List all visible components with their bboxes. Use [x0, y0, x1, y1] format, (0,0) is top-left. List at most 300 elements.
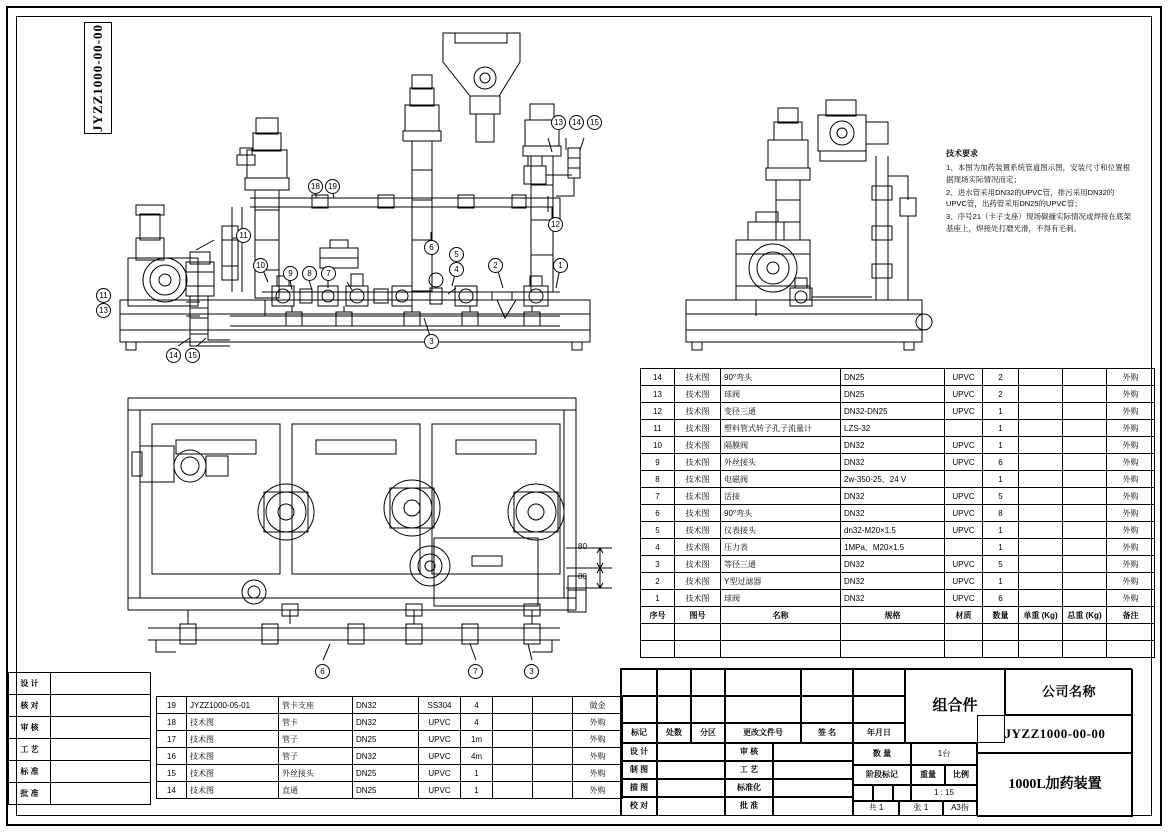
bom-lower-cell-2-4: UPVC: [419, 731, 461, 748]
table-row: [157, 765, 623, 782]
balloon-6: 6: [424, 240, 439, 255]
signoff-block-left: [8, 672, 151, 805]
balloon-18: 18: [308, 179, 323, 194]
bom-main-cell-7-4: UPVC: [945, 488, 983, 505]
signoff-label-1: 核 对: [9, 695, 51, 717]
bom-main-cell-5-3: DN32: [841, 454, 945, 471]
role-left-val-2: [657, 779, 725, 797]
signoff-value-2[interactable]: [51, 717, 151, 739]
bom-lower-cell-5-7: [533, 782, 573, 799]
bom-main-cell-5-6: [1019, 454, 1063, 471]
stage-label: 阶段标记: [853, 765, 911, 785]
bom-main-cell-3-2: 塑料管式转子孔子流量计: [721, 420, 841, 437]
bom-main-cell-7-0: 7: [641, 488, 675, 505]
table-row: [641, 420, 1155, 437]
bom-main-cell-5-7: [1063, 454, 1107, 471]
bom-main-cell-2-2: 变径三通: [721, 403, 841, 420]
bom-main-cell-2-0: 12: [641, 403, 675, 420]
signoff-label-3: 工 艺: [9, 739, 51, 761]
bom-lower-cell-4-6: [493, 765, 533, 782]
bom-lower-cell-5-4: UPVC: [419, 782, 461, 799]
bom-main-cell-5-1: 技术图: [675, 454, 721, 471]
balloon-14-left: 14: [166, 348, 181, 363]
bom-lower-cell-2-7: [533, 731, 573, 748]
bom-main-cell-1-0: 13: [641, 386, 675, 403]
balloon-15-left: 15: [185, 348, 200, 363]
bom-lower-cell-3-5: 4m: [461, 748, 493, 765]
bom-main-cell-7-2: 活接: [721, 488, 841, 505]
bom-main-cell-11-4: UPVC: [945, 556, 983, 573]
signoff-row: [9, 739, 151, 761]
assembly-label: 组合件: [905, 669, 1005, 743]
tb-blank-a3: [691, 669, 725, 696]
bom-main-blank-1-3: [841, 641, 945, 658]
bom-lower-cell-4-2: 外丝接头: [279, 765, 353, 782]
signoff-row: [9, 783, 151, 805]
bom-lower-cell-1-3: DN32: [353, 714, 419, 731]
table-row: [157, 697, 623, 714]
paper-size: A3指: [943, 801, 977, 816]
tb-blank-a1: [621, 669, 657, 696]
balloon-3: 3: [424, 334, 439, 349]
table-row: [641, 488, 1155, 505]
bom-lower-cell-5-3: DN25: [353, 782, 419, 799]
bom-lower-cell-5-5: 1: [461, 782, 493, 799]
bom-main-cell-12-6: [1019, 573, 1063, 590]
table-row: [641, 454, 1155, 471]
bom-lower-cell-1-0: 18: [157, 714, 187, 731]
bom-main-cell-5-4: UPVC: [945, 454, 983, 471]
bom-main-cell-1-6: [1019, 386, 1063, 403]
bom-lower-cell-5-6: [493, 782, 533, 799]
bom-lower-cell-4-3: DN25: [353, 765, 419, 782]
role-right-3: 批 准: [725, 797, 773, 816]
role-left-val-3: [657, 797, 725, 816]
bom-main-blank-1-5: [983, 641, 1019, 658]
bom-main-blank-1-8: [1107, 641, 1155, 658]
table-row-blank: [641, 624, 1155, 641]
bom-main-cell-8-8: 外购: [1107, 505, 1155, 522]
bom-main-cell-1-2: 球阀: [721, 386, 841, 403]
table-header-row: [641, 607, 1155, 624]
bom-main-cell-12-2: Y型过滤器: [721, 573, 841, 590]
bom-main-cell-13-2: 球阀: [721, 590, 841, 607]
bom-lower-cell-1-4: UPVC: [419, 714, 461, 731]
signoff-value-3[interactable]: [51, 739, 151, 761]
bom-main-cell-6-4: [945, 471, 983, 488]
signoff-value-4[interactable]: [51, 761, 151, 783]
bom-lower-cell-2-3: DN25: [353, 731, 419, 748]
bom-lower-cell-3-4: UPVC: [419, 748, 461, 765]
bom-main-blank-1-1: [675, 641, 721, 658]
bom-main-cell-10-1: 技术图: [675, 539, 721, 556]
bom-main-cell-12-4: UPVC: [945, 573, 983, 590]
bom-main-cell-12-3: DN32: [841, 573, 945, 590]
table-row: [157, 714, 623, 731]
bom-main-cell-9-0: 5: [641, 522, 675, 539]
bom-main-cell-8-1: 技术图: [675, 505, 721, 522]
bom-lower-cell-0-2: 管卡支座: [279, 697, 353, 714]
bom-main-cell-5-0: 9: [641, 454, 675, 471]
table-row: [641, 556, 1155, 573]
bom-main-cell-10-2: 压力表: [721, 539, 841, 556]
bom-main-header-8: 备注: [1107, 607, 1155, 624]
bom-lower-cell-1-2: 管卡: [279, 714, 353, 731]
bom-main-cell-13-6: [1019, 590, 1063, 607]
bom-lower-cell-3-2: 管子: [279, 748, 353, 765]
bom-main-cell-12-8: 外购: [1107, 573, 1155, 590]
bom-main-cell-3-8: 外购: [1107, 420, 1155, 437]
table-row: [641, 403, 1155, 420]
table-row: [641, 471, 1155, 488]
bom-main-cell-11-0: 3: [641, 556, 675, 573]
tb-blank-a5: [801, 669, 853, 696]
bom-main-cell-0-8: 外购: [1107, 369, 1155, 386]
bom-main-cell-6-7: [1063, 471, 1107, 488]
bom-main-blank-0-7: [1063, 624, 1107, 641]
bom-main-cell-11-8: 外购: [1107, 556, 1155, 573]
bom-main-cell-13-3: DN32: [841, 590, 945, 607]
balloon-11-front: 11: [236, 228, 251, 243]
balloon-7-plan: 7: [468, 664, 483, 679]
bom-lower-cell-2-6: [493, 731, 533, 748]
table-row: [641, 386, 1155, 403]
bom-main-header-5: 数量: [983, 607, 1019, 624]
bom-lower-cell-3-0: 16: [157, 748, 187, 765]
bom-main-cell-0-4: UPVC: [945, 369, 983, 386]
role-right-val-3: [773, 797, 853, 816]
balloon-5: 5: [449, 247, 464, 262]
bom-lower-cell-5-1: 技术图: [187, 782, 279, 799]
stage-cell-1: [853, 785, 873, 801]
bom-main-cell-13-8: 外购: [1107, 590, 1155, 607]
bom-main-cell-3-6: [1019, 420, 1063, 437]
bom-lower-cell-2-2: 管子: [279, 731, 353, 748]
role-right-val-1: [773, 761, 853, 779]
balloon-13-left: 13: [96, 303, 111, 318]
bom-lower-cell-0-1: JYZZ1000-05-01: [187, 697, 279, 714]
bom-lower-cell-3-6: [493, 748, 533, 765]
bom-lower-cell-5-8: 外购: [573, 782, 623, 799]
bom-main-cell-9-1: 技术图: [675, 522, 721, 539]
bom-lower-cell-5-2: 直通: [279, 782, 353, 799]
bom-lower-cell-4-5: 1: [461, 765, 493, 782]
bom-lower-cell-2-1: 技术图: [187, 731, 279, 748]
role-right-val-0: [773, 743, 853, 761]
bom-main-cell-0-1: 技术图: [675, 369, 721, 386]
bom-main-cell-2-8: 外购: [1107, 403, 1155, 420]
signoff-row: [9, 761, 151, 783]
bom-lower-cell-2-8: 外购: [573, 731, 623, 748]
bom-lower-cell-1-1: 技术图: [187, 714, 279, 731]
table-row: [641, 437, 1155, 454]
bom-main-blank-0-1: [675, 624, 721, 641]
technical-notes: [946, 148, 1132, 235]
balloon-15-top: 15: [587, 115, 602, 130]
bom-lower-cell-0-8: 做金: [573, 697, 623, 714]
signoff-value-1[interactable]: [51, 695, 151, 717]
tb-blank-a4: [725, 669, 801, 696]
bom-main-cell-1-4: UPVC: [945, 386, 983, 403]
bom-main-blank-1-4: [945, 641, 983, 658]
role-right-1: 工 艺: [725, 761, 773, 779]
bom-main-cell-5-5: 6: [983, 454, 1019, 471]
signoff-label-5: 批 准: [9, 783, 51, 805]
role-left-0: 设 计: [621, 743, 657, 761]
bom-main-cell-6-3: 2w-350-25、24 V: [841, 471, 945, 488]
bom-main-cell-9-8: 外购: [1107, 522, 1155, 539]
weight-label: 重量: [911, 765, 945, 785]
balloon-1: 1: [553, 258, 568, 273]
bom-lower-cell-0-7: [533, 697, 573, 714]
bom-main-cell-8-3: DN32: [841, 505, 945, 522]
bom-lower-cell-1-8: 外购: [573, 714, 623, 731]
bom-lower-cell-0-3: DN32: [353, 697, 419, 714]
bom-main-cell-9-3: dn32-M20×1.5: [841, 522, 945, 539]
bom-main-blank-1-0: [641, 641, 675, 658]
bom-main-cell-9-6: [1019, 522, 1063, 539]
technical-note-1: 1、本图为加药装置系统管道图示图，安装尺寸和位置根据现场实际情况而定；: [946, 163, 1131, 185]
balloon-13-top: 13: [551, 115, 566, 130]
bom-lower-cell-0-0: 19: [157, 697, 187, 714]
bom-lower-cell-4-4: UPVC: [419, 765, 461, 782]
bom-main-cell-2-4: UPVC: [945, 403, 983, 420]
bom-main-cell-2-6: [1019, 403, 1063, 420]
bom-main-blank-0-4: [945, 624, 983, 641]
bom-lower-cell-3-8: 外购: [573, 748, 623, 765]
bom-main-cell-9-4: UPVC: [945, 522, 983, 539]
bom-main-cell-10-6: [1019, 539, 1063, 556]
tb-blank-b1: [621, 696, 657, 723]
bom-lower-cell-4-7: [533, 765, 573, 782]
bom-main-blank-0-5: [983, 624, 1019, 641]
bom-main-cell-8-0: 6: [641, 505, 675, 522]
balloon-10: 10: [253, 258, 268, 273]
bom-main-cell-6-1: 技术图: [675, 471, 721, 488]
bom-lower-cell-1-7: [533, 714, 573, 731]
bom-main-cell-8-7: [1063, 505, 1107, 522]
bom-main-cell-12-1: 技术图: [675, 573, 721, 590]
company-label: 公司名称: [1005, 669, 1133, 715]
bom-lower-cell-0-4: SS304: [419, 697, 461, 714]
tb-blank-b5: [801, 696, 853, 723]
bom-main-header-7: 总重 (Kg): [1063, 607, 1107, 624]
scale-value: 1 : 15: [911, 785, 977, 801]
bom-main-cell-3-7: [1063, 420, 1107, 437]
role-left-val-1: [657, 761, 725, 779]
rev-hdr-5: 年月日: [853, 723, 905, 743]
bom-main-cell-2-3: DN32-DN25: [841, 403, 945, 420]
signoff-label-4: 标 准: [9, 761, 51, 783]
sheet-total: 共 1: [853, 801, 899, 816]
role-right-val-2: [773, 779, 853, 797]
bom-main-cell-8-5: 8: [983, 505, 1019, 522]
technical-notes-title: 技术要求: [946, 149, 978, 158]
bom-main-cell-12-5: 1: [983, 573, 1019, 590]
role-left-2: 描 图: [621, 779, 657, 797]
bom-main-cell-1-5: 2: [983, 386, 1019, 403]
table-row: [641, 369, 1155, 386]
title-block: [620, 668, 1132, 816]
bom-main-blank-0-8: [1107, 624, 1155, 641]
bom-main-cell-7-8: 外购: [1107, 488, 1155, 505]
bom-lower-cell-2-0: 17: [157, 731, 187, 748]
bom-main-cell-13-5: 6: [983, 590, 1019, 607]
stage-cell-2: [873, 785, 893, 801]
bom-lower-cell-3-3: DN32: [353, 748, 419, 765]
bom-lower-cell-1-5: 4: [461, 714, 493, 731]
bom-main-cell-1-8: 外购: [1107, 386, 1155, 403]
signoff-label-2: 审 核: [9, 717, 51, 739]
scale-label: 比例: [945, 765, 977, 785]
bom-main-cell-13-4: UPVC: [945, 590, 983, 607]
rev-hdr-3: 更改文件号: [725, 723, 801, 743]
bom-main-cell-6-0: 8: [641, 471, 675, 488]
bom-main-cell-3-4: [945, 420, 983, 437]
bom-main-cell-3-0: 11: [641, 420, 675, 437]
bom-main-cell-7-5: 5: [983, 488, 1019, 505]
bom-main-cell-4-4: UPVC: [945, 437, 983, 454]
bom-main-header-1: 图号: [675, 607, 721, 624]
bom-main-cell-6-6: [1019, 471, 1063, 488]
dimension-label-80-a: 80: [578, 542, 587, 551]
bom-main-cell-11-3: DN32: [841, 556, 945, 573]
rev-hdr-4: 签 名: [801, 723, 853, 743]
role-left-1: 制 图: [621, 761, 657, 779]
stage-cell-3: [893, 785, 911, 801]
tb-blank-b4: [725, 696, 801, 723]
bom-main-cell-13-7: [1063, 590, 1107, 607]
bom-lower-cell-4-1: 技术图: [187, 765, 279, 782]
technical-note-3: 3、序号21（卡子支座）现场碳撞实际情况或焊接在底架基座上，焊接处打磨光滑，不得有毛刺。: [946, 211, 1132, 233]
bom-main-cell-8-6: [1019, 505, 1063, 522]
bom-main-cell-0-2: 90°弯头: [721, 369, 841, 386]
bom-main-cell-9-5: 1: [983, 522, 1019, 539]
bom-main-cell-11-5: 5: [983, 556, 1019, 573]
table-row-blank: [641, 641, 1155, 658]
bom-main-cell-13-0: 1: [641, 590, 675, 607]
bom-lower-cell-2-5: 1m: [461, 731, 493, 748]
bom-main-blank-0-2: [721, 624, 841, 641]
table-row: [157, 731, 623, 748]
role-right-2: 标准化: [725, 779, 773, 797]
bom-main-blank-0-0: [641, 624, 675, 641]
bom-main-cell-8-2: 90°弯头: [721, 505, 841, 522]
bom-main-header-6: 单重 (Kg): [1019, 607, 1063, 624]
signoff-value-0[interactable]: [51, 673, 151, 695]
table-row: [157, 748, 623, 765]
bom-main-cell-4-8: 外购: [1107, 437, 1155, 454]
bom-main-cell-0-0: 14: [641, 369, 675, 386]
bom-main-cell-2-7: [1063, 403, 1107, 420]
role-left-3: 校 对: [621, 797, 657, 816]
qty-label: 数 量: [853, 743, 911, 765]
bom-lower-cell-4-8: 外购: [573, 765, 623, 782]
balloon-9: 9: [283, 266, 298, 281]
table-row: [641, 505, 1155, 522]
signoff-row: [9, 717, 151, 739]
bom-main-cell-4-3: DN32: [841, 437, 945, 454]
bom-main-cell-3-3: LZS-32: [841, 420, 945, 437]
bom-main-cell-10-4: [945, 539, 983, 556]
tb-blank-a2: [657, 669, 691, 696]
balloon-7: 7: [321, 266, 336, 281]
bom-main-cell-7-3: DN32: [841, 488, 945, 505]
signoff-value-5[interactable]: [51, 783, 151, 805]
rev-hdr-0: 标记: [621, 723, 657, 743]
bom-main-cell-3-1: 技术图: [675, 420, 721, 437]
role-right-0: 审 核: [725, 743, 773, 761]
product-name: 1000L加药装置: [977, 753, 1133, 817]
bom-main-cell-5-8: 外购: [1107, 454, 1155, 471]
bom-main-cell-12-7: [1063, 573, 1107, 590]
bom-main-cell-10-3: 1MPa、M20×1.5: [841, 539, 945, 556]
table-row: [641, 590, 1155, 607]
bom-main-header-2: 名称: [721, 607, 841, 624]
bom-main-cell-5-2: 外丝接头: [721, 454, 841, 471]
balloon-3-plan: 3: [524, 664, 539, 679]
balloon-4: 4: [449, 262, 464, 277]
balloon-8: 8: [302, 266, 317, 281]
bom-main-cell-3-5: 1: [983, 420, 1019, 437]
bom-main-cell-0-3: DN25: [841, 369, 945, 386]
signoff-label-0: 设 计: [9, 673, 51, 695]
bom-main-blank-0-3: [841, 624, 945, 641]
bom-main-cell-7-1: 技术图: [675, 488, 721, 505]
bom-main-cell-1-7: [1063, 386, 1107, 403]
bom-main-cell-6-5: 1: [983, 471, 1019, 488]
bom-main-cell-10-7: [1063, 539, 1107, 556]
bom-main-cell-7-6: [1019, 488, 1063, 505]
bom-main-cell-7-7: [1063, 488, 1107, 505]
bom-main-cell-12-0: 2: [641, 573, 675, 590]
balloon-11-left: 11: [96, 288, 111, 303]
bom-lower-cell-3-1: 技术图: [187, 748, 279, 765]
balloon-2: 2: [488, 258, 503, 273]
balloon-19: 19: [325, 179, 340, 194]
bom-main-blank-1-2: [721, 641, 841, 658]
bom-main-cell-11-2: 等径三通: [721, 556, 841, 573]
bom-main-cell-4-2: 隔膜阀: [721, 437, 841, 454]
tb-blank-a6: [853, 669, 905, 696]
drawing-number: JYZZ1000-00-00: [977, 715, 1133, 753]
technical-note-2: 2、进水管采用DN32的UPVC管，排污采用DN32的UPVC管，出药管采用DN25的UPVC管；: [946, 187, 1115, 209]
bom-main-cell-4-5: 1: [983, 437, 1019, 454]
bom-main-header-4: 材质: [945, 607, 983, 624]
balloon-6-plan: 6: [315, 664, 330, 679]
drawing-code-text: JYZZ1000-00-00: [90, 24, 105, 132]
bom-main-cell-2-5: 1: [983, 403, 1019, 420]
bom-main-cell-0-6: [1019, 369, 1063, 386]
bom-lower-cell-0-5: 4: [461, 697, 493, 714]
bom-lower-cell-3-7: [533, 748, 573, 765]
bom-main-cell-11-7: [1063, 556, 1107, 573]
qty-value: 1台: [911, 743, 977, 765]
bom-lower-cell-0-6: [493, 697, 533, 714]
bom-main-header-3: 规格: [841, 607, 945, 624]
rev-hdr-2: 分区: [691, 723, 725, 743]
signoff-row: [9, 695, 151, 717]
bom-main-cell-11-1: 技术图: [675, 556, 721, 573]
role-left-val-0: [657, 743, 725, 761]
bom-main-cell-9-7: [1063, 522, 1107, 539]
bom-main-cell-13-1: 技术图: [675, 590, 721, 607]
bom-main-cell-2-1: 技术图: [675, 403, 721, 420]
rev-hdr-1: 处数: [657, 723, 691, 743]
table-row: [641, 539, 1155, 556]
bom-main-cell-11-6: [1019, 556, 1063, 573]
tb-blank-b3: [691, 696, 725, 723]
